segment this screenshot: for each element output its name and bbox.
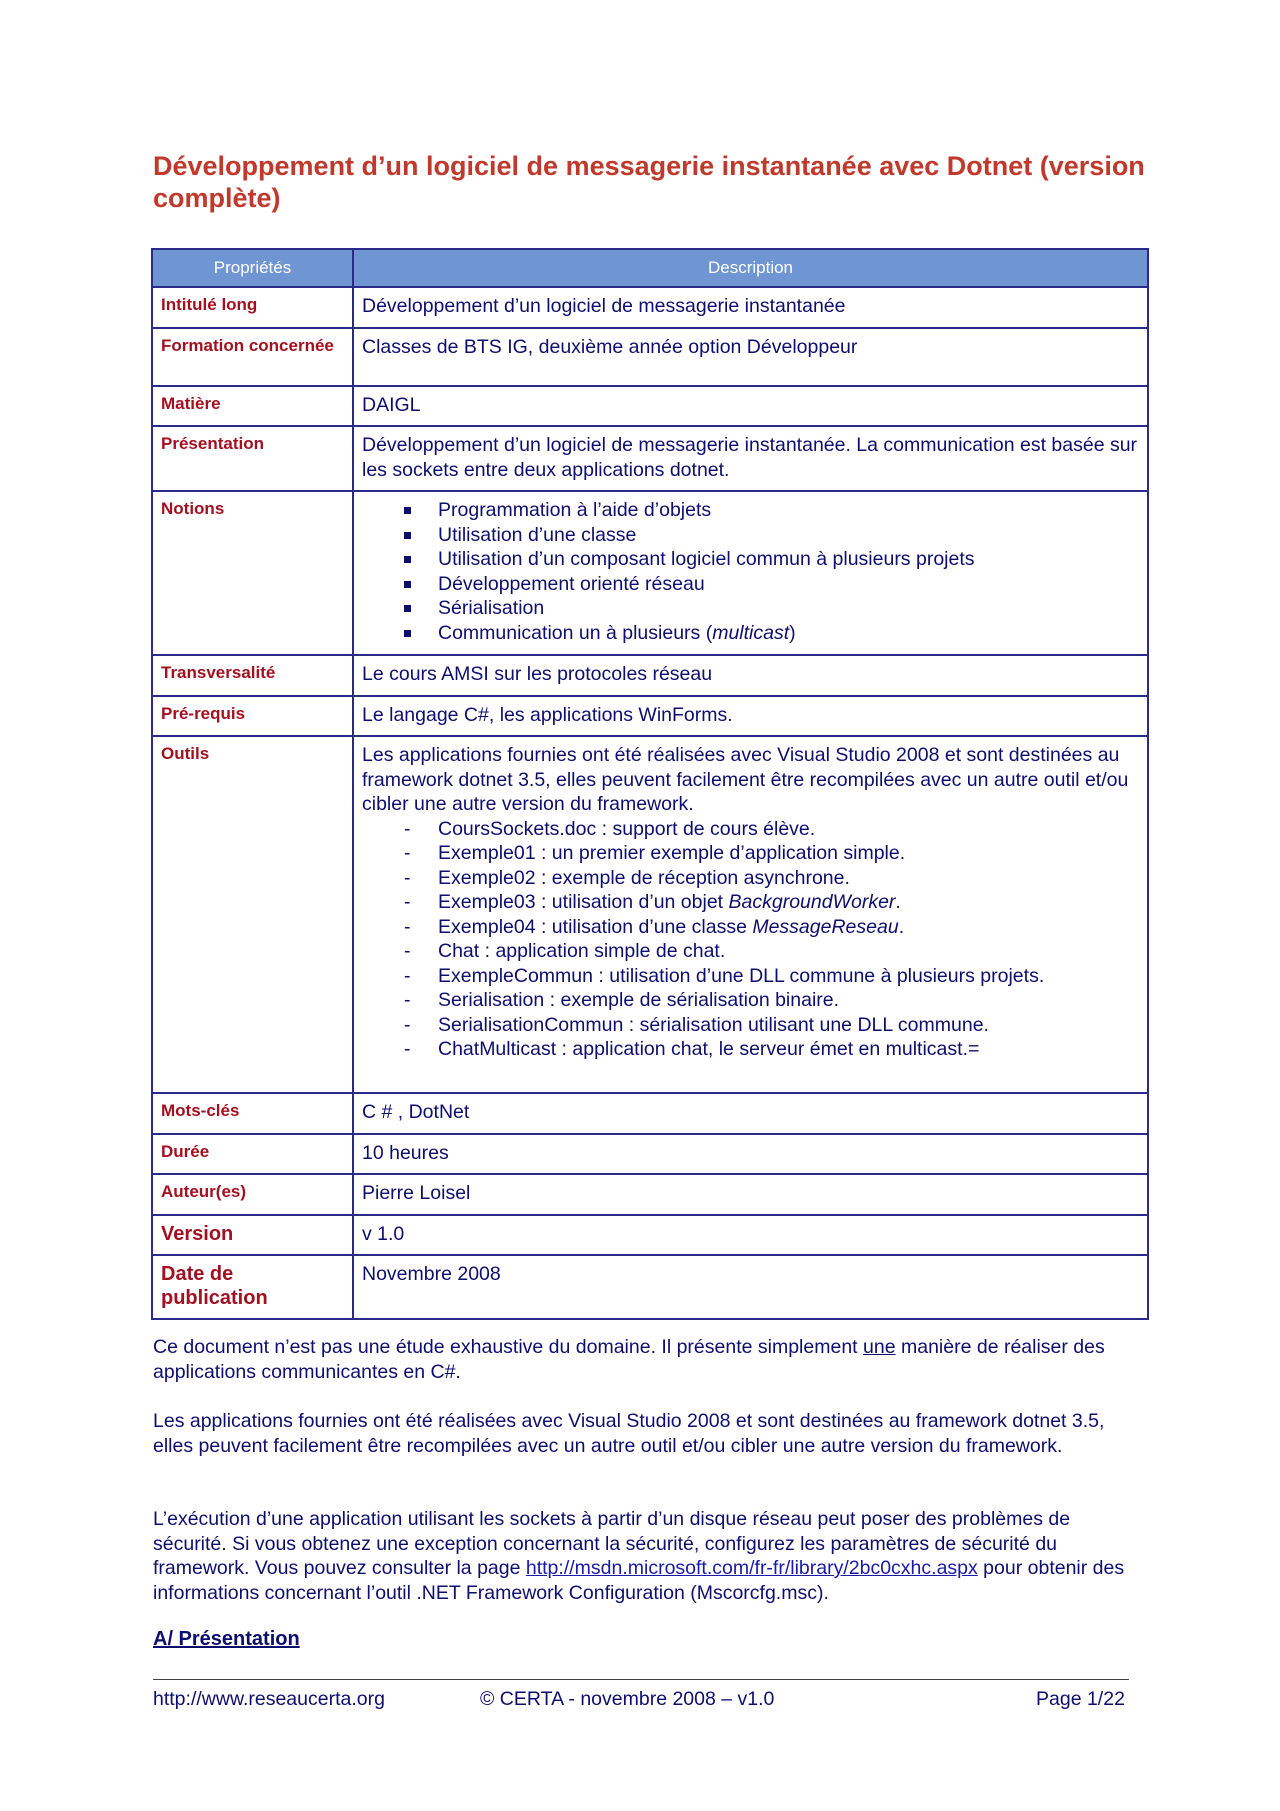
table-row [152,696,1148,737]
row-value: Pierre Loisel [353,1174,1148,1215]
row-value: Le cours AMSI sur les protocoles réseau [353,655,1148,696]
row-label: Formation concernée [152,328,353,386]
row-label: Transversalité [152,655,353,696]
table-row [152,386,1148,427]
list-item: - Exemple01 : un premier exemple d’application simple. [362,841,1139,866]
outils-list [362,817,1139,1062]
list-item [362,915,1139,940]
row-value: C # , DotNet [353,1093,1148,1134]
list-item: - SerialisationCommun : sérialisation utilisant une DLL commune. [362,1013,1139,1038]
list-item-text: Communication un à plusieurs ( [438,621,713,644]
framework-paragraph: Les applications fournies ont été réalisées avec Visual Studio 2008 et sont destinées au framework dotnet 3.5, elles peuvent facilement être recompilées avec un autre outil et/ou cibler une autre version du framework. [153,1410,1105,1457]
properties-table [151,248,1149,1320]
row-label: Matière [152,386,353,427]
list-item-italic: multicast [712,621,790,644]
list-item: - CoursSockets.doc : support de cours élève. [362,817,1139,842]
row-label: Outils [152,736,353,1093]
footer-url: http://www.reseaucerta.org [153,1688,385,1710]
underlined-word: une [863,1336,896,1358]
row-label: Notions [152,491,353,655]
table-row [152,426,1148,491]
list-item-italic: BackgroundWorker [728,891,896,913]
notions-list [362,498,1139,645]
table-row [152,1174,1148,1215]
list-item: Développement orienté réseau [362,572,1139,597]
intro-paragraph [153,1335,1143,1384]
msdn-link[interactable]: http://msdn.microsoft.com/fr-fr/library/2bc0cxhc.aspx [525,1557,978,1579]
table-row [152,736,1148,1093]
list-item: - ExempleCommun : utilisation d’une DLL commune à plusieurs projets. [362,964,1139,989]
table-row [152,1134,1148,1175]
row-label: Intitulé long [152,287,353,328]
table-header-row [152,249,1148,287]
table-row [152,491,1148,655]
row-label: Présentation [152,426,353,491]
row-value [353,491,1148,655]
list-item: Utilisation d’un composant logiciel commun à plusieurs projets [362,547,1139,572]
table-row [152,1093,1148,1134]
row-label: Date de publication [152,1255,353,1319]
footer-page-number: Page 1/22 [1036,1688,1125,1710]
row-value: Novembre 2008 [353,1255,1148,1319]
table-row [152,655,1148,696]
row-label: Auteur(es) [152,1174,353,1215]
row-value: Développement d’un logiciel de messagerie instantanée. La communication est basée sur les sockets entre deux applications dotnet. [353,426,1148,491]
list-item [362,621,1139,646]
outils-intro: Les applications fournies ont été réalisées avec Visual Studio 2008 et sont destinées au framework dotnet 3.5, elles peuvent facilement être recompilées avec un autre outil et/ou cibler une autre version du framework. [362,744,1129,815]
table-row [152,1255,1148,1319]
security-paragraph [153,1507,1143,1605]
header-properties: Propriétés [152,249,353,287]
list-item: - ChatMulticast : application chat, le serveur émet en multicast.= [362,1037,1139,1062]
row-value: 10 heures [353,1134,1148,1175]
row-value: DAIGL [353,386,1148,427]
list-item-text: ) [789,621,796,644]
list-item-italic: MessageReseau [752,915,899,938]
list-item: Sérialisation [362,596,1139,621]
paragraph-text: manière de réaliser des applications communicantes en C#. [153,1336,1105,1383]
row-label: Mots-clés [152,1093,353,1134]
footer-divider [153,1679,1129,1680]
table-row [152,1215,1148,1256]
row-value: v 1.0 [353,1215,1148,1256]
paragraph-text: Ce document n’est pas une étude exhaustive du domaine. Il présente simplement [153,1336,864,1358]
footer-copyright: © CERTA - novembre 2008 – v1.0 [480,1688,775,1710]
list-item: - Serialisation : exemple de sérialisation binaire. [362,988,1139,1013]
list-item [362,890,1139,915]
section-heading: A/ Présentation [153,1628,300,1650]
row-value: Le langage C#, les applications WinForms. [353,696,1148,737]
row-value: Développement d’un logiciel de messagerie instantanée [353,287,1148,328]
list-item-text: . [898,915,905,938]
row-value [353,736,1148,1093]
list-item: - Chat : application simple de chat. [362,939,1139,964]
page-title: Développement d’un logiciel de messagerie instantanée avec Dotnet (version complète) [153,151,1145,213]
list-item: - Exemple02 : exemple de réception asynchrone. [362,866,1139,891]
row-label: Durée [152,1134,353,1175]
header-description: Description [353,249,1148,287]
paragraph-text: pour obtenir des informations concernant l’outil .NET Framework Configuration (Mscorcfg.msc). [153,1557,1125,1604]
row-label: Version [152,1215,353,1256]
table-row [152,287,1148,328]
row-value: Classes de BTS IG, deuxième année option Développeur [353,328,1148,386]
table-row [152,328,1148,386]
list-item-text: Exemple04 : utilisation d’une classe [438,915,753,938]
list-item: Utilisation d’une classe [362,523,1139,548]
row-label: Pré-requis [152,696,353,737]
list-item: Programmation à l’aide d’objets [362,498,1139,523]
list-item-text: Exemple03 : utilisation d’un objet [438,891,729,913]
list-item-text: . [895,891,901,913]
paragraph-text: L’exécution d’une application utilisant les sockets à partir d’un disque réseau peut poser des problèmes de sécurité. Si vous obtenez une exception concernant la sécurité, configurez les paramètres de sécurité du framework. Vous pouvez consulter la page [153,1508,1071,1579]
